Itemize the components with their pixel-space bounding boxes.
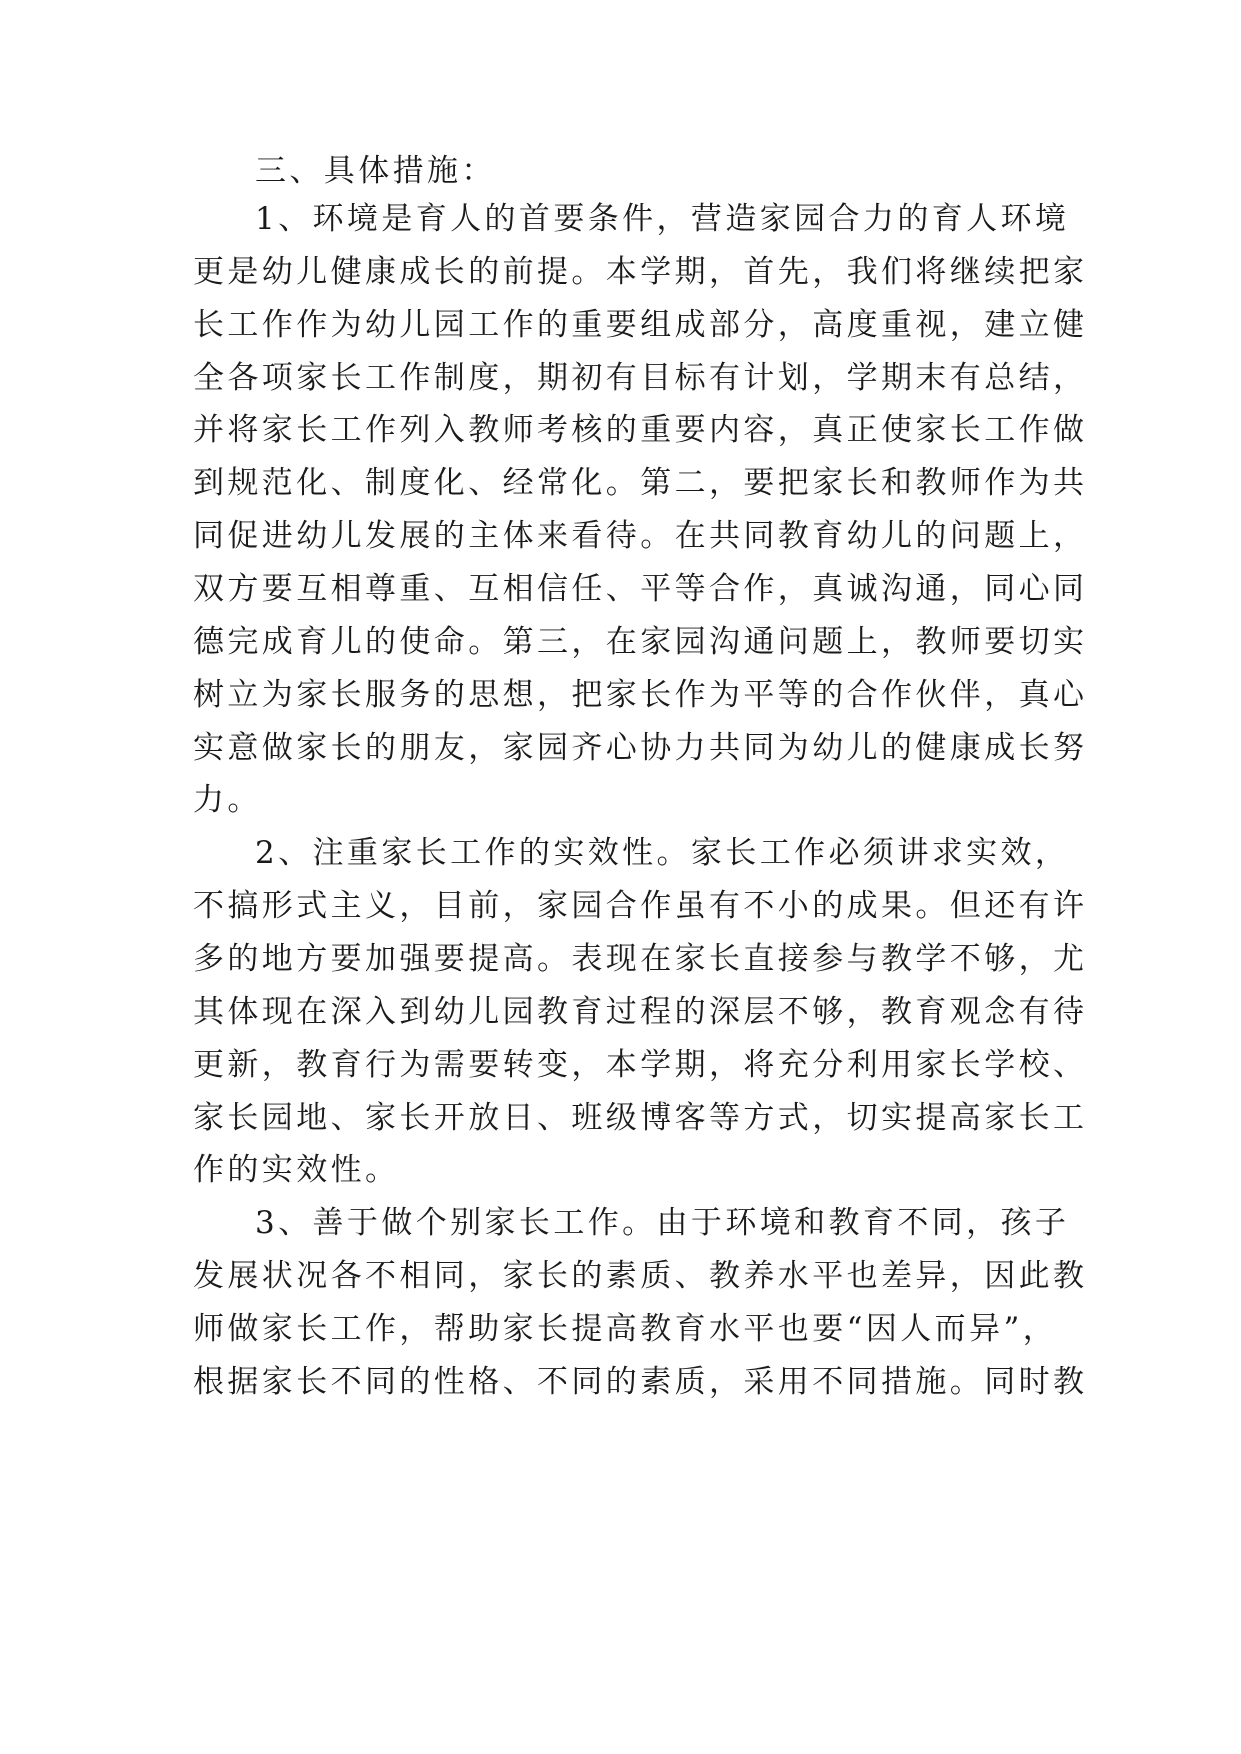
paragraph-line: 力。 (193, 782, 262, 818)
paragraph-line: 1、环境是育人的首要条件，营造家园合力的育人环境 (255, 201, 1070, 237)
paragraph-line: 发展状况各不相同，家长的素质、教养水平也差异，因此教 (193, 1258, 1088, 1294)
paragraph-line: 更新，教育行为需要转变，本学期，将充分利用家长学校、 (193, 1047, 1088, 1083)
paragraph-line: 全各项家长工作制度，期初有目标有计划，学期末有总结， (193, 360, 1088, 396)
paragraph-line: 长工作作为幼儿园工作的重要组成部分，高度重视，建立健 (193, 307, 1088, 343)
paragraph-line: 根据家长不同的性格、不同的素质，采用不同措施。同时教 (193, 1364, 1088, 1400)
paragraph-line: 到规范化、制度化、经常化。第二，要把家长和教师作为共 (193, 465, 1088, 501)
paragraph-line: 其体现在深入到幼儿园教育过程的深层不够，教育观念有待 (193, 994, 1088, 1030)
paragraph-line: 3、善于做个别家长工作。由于环境和教育不同，孩子 (255, 1205, 1070, 1241)
paragraph-line: 更是幼儿健康成长的前提。本学期，首先，我们将继续把家 (193, 254, 1088, 290)
paragraph-line: 同促进幼儿发展的主体来看待。在共同教育幼儿的问题上， (193, 518, 1088, 554)
paragraph-line: 2、注重家长工作的实效性。家长工作必须讲求实效， (255, 835, 1070, 871)
paragraph-line: 并将家长工作列入教师考核的重要内容，真正使家长工作做 (193, 412, 1088, 448)
paragraph-line: 师做家长工作，帮助家长提高教育水平也要“因人而异”， (193, 1311, 1058, 1347)
paragraph-line: 多的地方要加强要提高。表现在家长直接参与教学不够，尤 (193, 941, 1088, 977)
paragraph-line: 家长园地、家长开放日、班级博客等方式，切实提高家长工 (193, 1100, 1088, 1136)
paragraph-line: 作的实效性。 (193, 1152, 400, 1188)
paragraph-line: 德完成育儿的使命。第三，在家园沟通问题上，教师要切实 (193, 624, 1088, 660)
paragraph-line: 双方要互相尊重、互相信任、平等合作，真诚沟通，同心同 (193, 571, 1088, 607)
paragraph-line: 树立为家长服务的思想，把家长作为平等的合作伙伴，真心 (193, 677, 1088, 713)
paragraph-line: 实意做家长的朋友，家园齐心协力共同为幼儿的健康成长努 (193, 730, 1088, 766)
paragraph-line: 不搞形式主义，目前，家园合作虽有不小的成果。但还有许 (193, 888, 1088, 924)
section-heading: 三、具体措施： (255, 153, 496, 189)
